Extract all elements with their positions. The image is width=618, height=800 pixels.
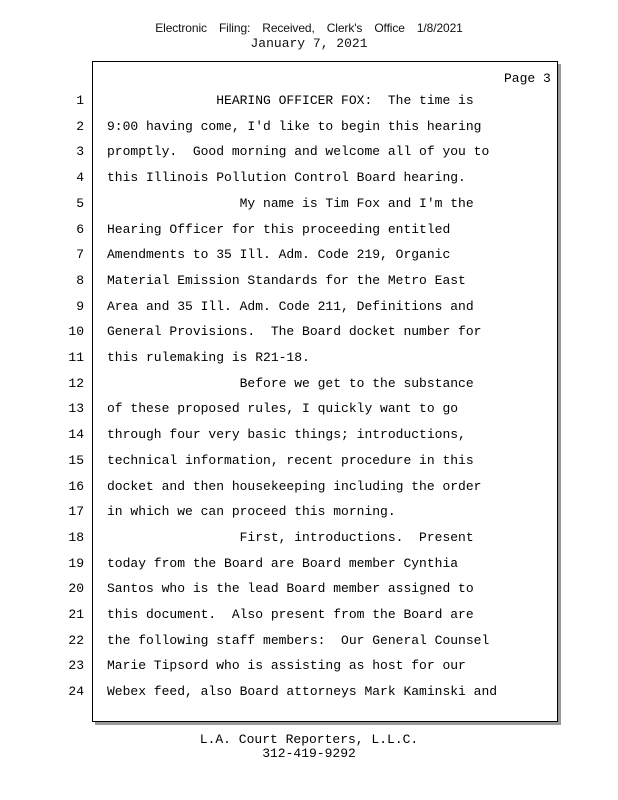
line-text: promptly. Good morning and welcome all of you to xyxy=(107,144,490,160)
line-number: 7 xyxy=(76,247,84,263)
line-number: 5 xyxy=(76,195,84,211)
line-number: 18 xyxy=(68,529,84,545)
line-number: 14 xyxy=(68,427,84,443)
transcript-line xyxy=(0,119,600,139)
transcript-line xyxy=(0,504,600,524)
line-number: 10 xyxy=(68,324,84,340)
line-text: Amendments to 35 Ill. Adm. Code 219, Organic xyxy=(107,247,451,263)
transcript-line xyxy=(0,350,600,370)
line-number: 12 xyxy=(68,375,84,391)
line-text: through four very basic things; introductions, xyxy=(107,427,466,443)
line-text: First, introductions. Present xyxy=(107,529,474,545)
line-text: in which we can proceed this morning. xyxy=(107,504,396,520)
line-number: 9 xyxy=(76,298,84,314)
filing-stamp xyxy=(0,21,618,35)
line-text: this Illinois Pollution Control Board hearing. xyxy=(107,170,466,186)
line-text: this rulemaking is R21-18. xyxy=(107,350,310,365)
transcript-line xyxy=(0,170,600,190)
transcript-line xyxy=(0,427,600,447)
line-text: Webex feed, also Board attorneys Mark Kaminski and xyxy=(107,684,498,700)
line-number: 21 xyxy=(68,607,84,622)
stamp-word: Office xyxy=(374,21,405,35)
transcript-line xyxy=(0,607,600,627)
page-number: Page 3 xyxy=(504,71,551,86)
line-number: 15 xyxy=(68,452,84,468)
stamp-word: Filing: xyxy=(218,21,251,35)
transcript-line xyxy=(0,530,600,550)
line-text: My name is Tim Fox and I'm the xyxy=(107,195,474,211)
transcript-line xyxy=(0,556,600,576)
line-number: 11 xyxy=(68,350,84,365)
line-number: 4 xyxy=(76,170,84,186)
reporter-phone: 312-419-9292 xyxy=(262,746,356,761)
transcript-line xyxy=(0,684,600,704)
line-text: Area and 35 Ill. Adm. Code 211, Definitions and xyxy=(107,298,474,314)
transcript-line xyxy=(0,658,600,678)
hearing-date: January 7, 2021 xyxy=(250,36,368,51)
transcript-line xyxy=(0,401,600,421)
line-text: General Provisions. The Board docket number for xyxy=(107,324,482,340)
line-text: Marie Tipsord who is assisting as host for our xyxy=(107,658,466,674)
line-text: Santos who is the lead Board member assigned to xyxy=(107,581,474,597)
line-number: 23 xyxy=(68,658,84,674)
line-text: today from the Board are Board member Cynthia xyxy=(107,555,459,571)
line-text: HEARING OFFICER FOX: The time is xyxy=(107,93,474,108)
line-text: Hearing Officer for this proceeding entitled xyxy=(107,221,451,237)
transcript-line xyxy=(0,299,600,319)
line-text: docket and then housekeeping including the order xyxy=(107,478,482,494)
stamp-word: 1/8/2021 xyxy=(416,21,463,35)
line-text: this document. Also present from the Board are xyxy=(107,607,474,622)
line-text: of these proposed rules, I quickly want to go xyxy=(107,401,459,417)
line-number: 13 xyxy=(68,401,84,417)
line-number: 1 xyxy=(76,93,84,108)
transcript-line xyxy=(0,633,600,653)
line-text: the following staff members: Our General Counsel xyxy=(107,632,490,648)
transcript-line xyxy=(0,324,600,344)
stamp-word: Electronic xyxy=(155,21,207,35)
transcript-line xyxy=(0,376,600,396)
transcript-line xyxy=(0,479,600,499)
line-number: 16 xyxy=(68,478,84,494)
transcript-line xyxy=(0,273,600,293)
line-number: 17 xyxy=(68,504,84,520)
transcript-line xyxy=(0,196,600,216)
line-number: 22 xyxy=(68,632,84,648)
stamp-word: Clerk's xyxy=(326,21,363,35)
transcript-line xyxy=(0,93,600,113)
line-number: 8 xyxy=(76,272,84,288)
line-text: Before we get to the substance xyxy=(107,375,474,391)
reporter-company: L.A. Court Reporters, L.L.C. xyxy=(199,732,419,747)
line-text: Material Emission Standards for the Metro East xyxy=(107,272,466,288)
transcript-line xyxy=(0,144,600,164)
transcript-line xyxy=(0,453,600,473)
line-text: 9:00 having come, I'd like to begin this hearing xyxy=(107,118,482,134)
line-number: 19 xyxy=(68,555,84,571)
transcript-line xyxy=(0,222,600,242)
line-text: technical information, recent procedure in this xyxy=(107,452,474,468)
line-number: 3 xyxy=(76,144,84,160)
transcript-line xyxy=(0,581,600,601)
line-number: 2 xyxy=(76,118,84,134)
transcript-line xyxy=(0,247,600,267)
line-number: 6 xyxy=(76,221,84,237)
line-number: 24 xyxy=(68,684,84,700)
stamp-word: Received, xyxy=(262,21,315,35)
line-number: 20 xyxy=(68,581,84,597)
